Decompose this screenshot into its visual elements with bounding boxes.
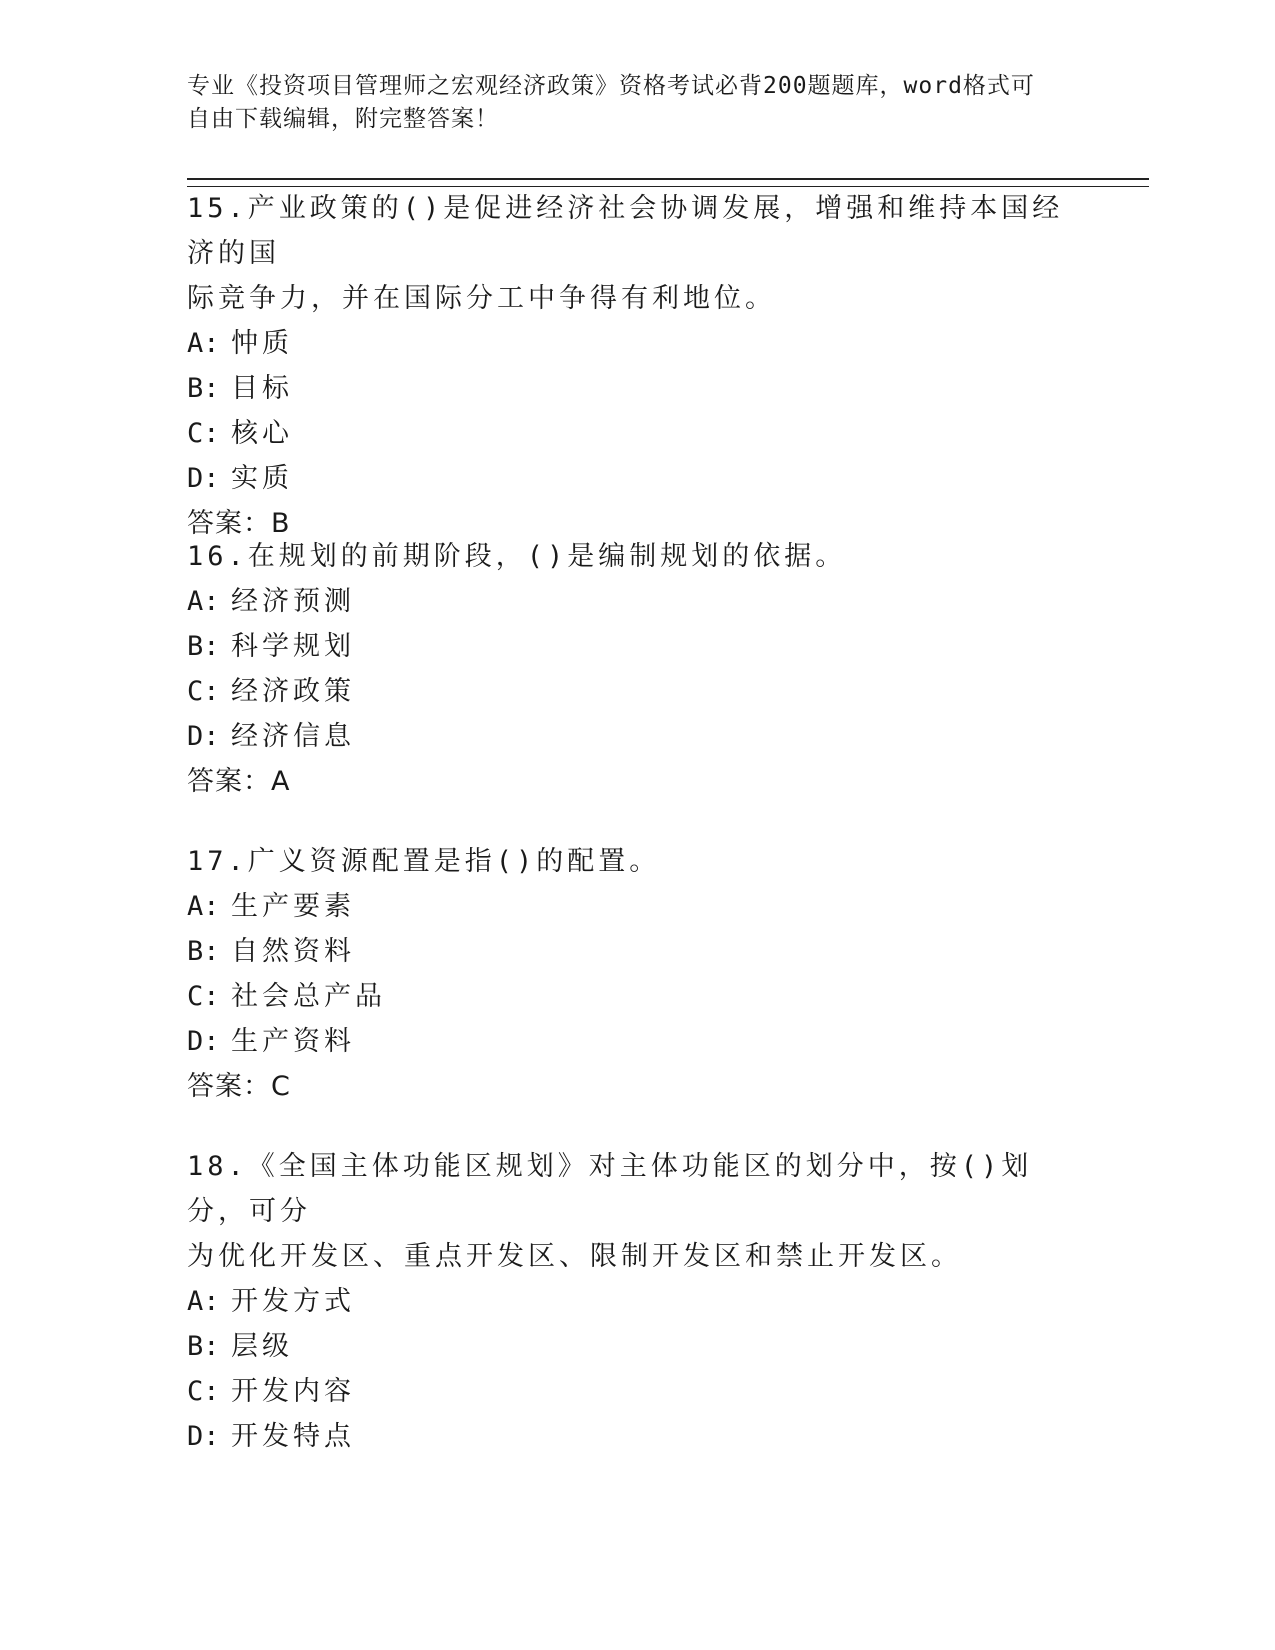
option-c	[187, 974, 1087, 1019]
answer-line: 答案：B	[187, 508, 291, 539]
option-d	[187, 1019, 1087, 1064]
question-stem-line-1: 15.产业政策的()是促进经济社会协调发展，增强和维持本国经济的国	[187, 193, 1064, 269]
option-d	[187, 456, 1087, 501]
header-line-2: 自由下载编辑，附完整答案！	[187, 106, 499, 132]
option-letter: A:	[187, 328, 220, 359]
question-stem-line-2: 为优化开发区、重点开发区、限制开发区和禁止开发区。	[187, 1241, 962, 1272]
option-text: 目标	[231, 373, 293, 404]
option-a	[187, 321, 1087, 366]
option-letter: C:	[187, 981, 220, 1012]
option-letter: C:	[187, 1376, 220, 1407]
question-stem	[187, 186, 1087, 321]
document-header	[187, 70, 1067, 136]
question-stem: 16.在规划的前期阶段，()是编制规划的依据。	[187, 541, 847, 572]
option-letter: D:	[187, 1026, 220, 1057]
option-text: 忡质	[231, 328, 293, 359]
option-letter: A:	[187, 586, 220, 617]
option-d	[187, 1414, 1087, 1459]
option-b	[187, 929, 1087, 974]
option-letter: D:	[187, 721, 220, 752]
option-letter: A:	[187, 1286, 220, 1317]
option-text: 经济预测	[231, 586, 355, 617]
question-15	[187, 186, 1087, 546]
option-b	[187, 366, 1087, 411]
option-text: 经济信息	[231, 721, 355, 752]
option-letter: B:	[187, 631, 220, 662]
option-text: 开发内容	[231, 1376, 355, 1407]
option-text: 生产资料	[231, 1026, 355, 1057]
option-c	[187, 411, 1087, 456]
option-b	[187, 1324, 1087, 1369]
answer-line: 答案：C	[187, 1071, 291, 1102]
header-line-1: 专业《投资项目管理师之宏观经济政策》资格考试必背200题题库，word格式可	[187, 73, 1035, 99]
question-18	[187, 1144, 1087, 1459]
option-a	[187, 579, 1087, 624]
question-stem: 17.广义资源配置是指()的配置。	[187, 846, 661, 877]
option-c	[187, 1369, 1087, 1414]
option-a	[187, 884, 1087, 929]
question-16	[187, 534, 1087, 804]
option-text: 核心	[231, 418, 293, 449]
option-a	[187, 1279, 1087, 1324]
question-stem-line-1: 18.《全国主体功能区规划》对主体功能区的划分中，按()划分，可分	[187, 1151, 1033, 1227]
option-letter: A:	[187, 891, 220, 922]
option-text: 生产要素	[231, 891, 355, 922]
option-text: 社会总产品	[231, 981, 386, 1012]
option-letter: B:	[187, 373, 220, 404]
option-letter: D:	[187, 463, 220, 494]
question-stem-line-2: 际竞争力，并在国际分工中争得有利地位。	[187, 283, 776, 314]
option-text: 实质	[231, 463, 293, 494]
question-stem	[187, 1144, 1087, 1279]
option-text: 层级	[231, 1331, 293, 1362]
option-text: 科学规划	[231, 631, 355, 662]
option-text: 自然资料	[231, 936, 355, 967]
option-text: 开发方式	[231, 1286, 355, 1317]
option-b	[187, 624, 1087, 669]
option-letter: D:	[187, 1421, 220, 1452]
option-d	[187, 714, 1087, 759]
option-text: 经济政策	[231, 676, 355, 707]
option-text: 开发特点	[231, 1421, 355, 1452]
option-letter: B:	[187, 1331, 220, 1362]
question-17	[187, 839, 1087, 1109]
option-letter: B:	[187, 936, 220, 967]
answer-line: 答案：A	[187, 766, 291, 797]
option-c	[187, 669, 1087, 714]
option-letter: C:	[187, 676, 220, 707]
option-letter: C:	[187, 418, 220, 449]
